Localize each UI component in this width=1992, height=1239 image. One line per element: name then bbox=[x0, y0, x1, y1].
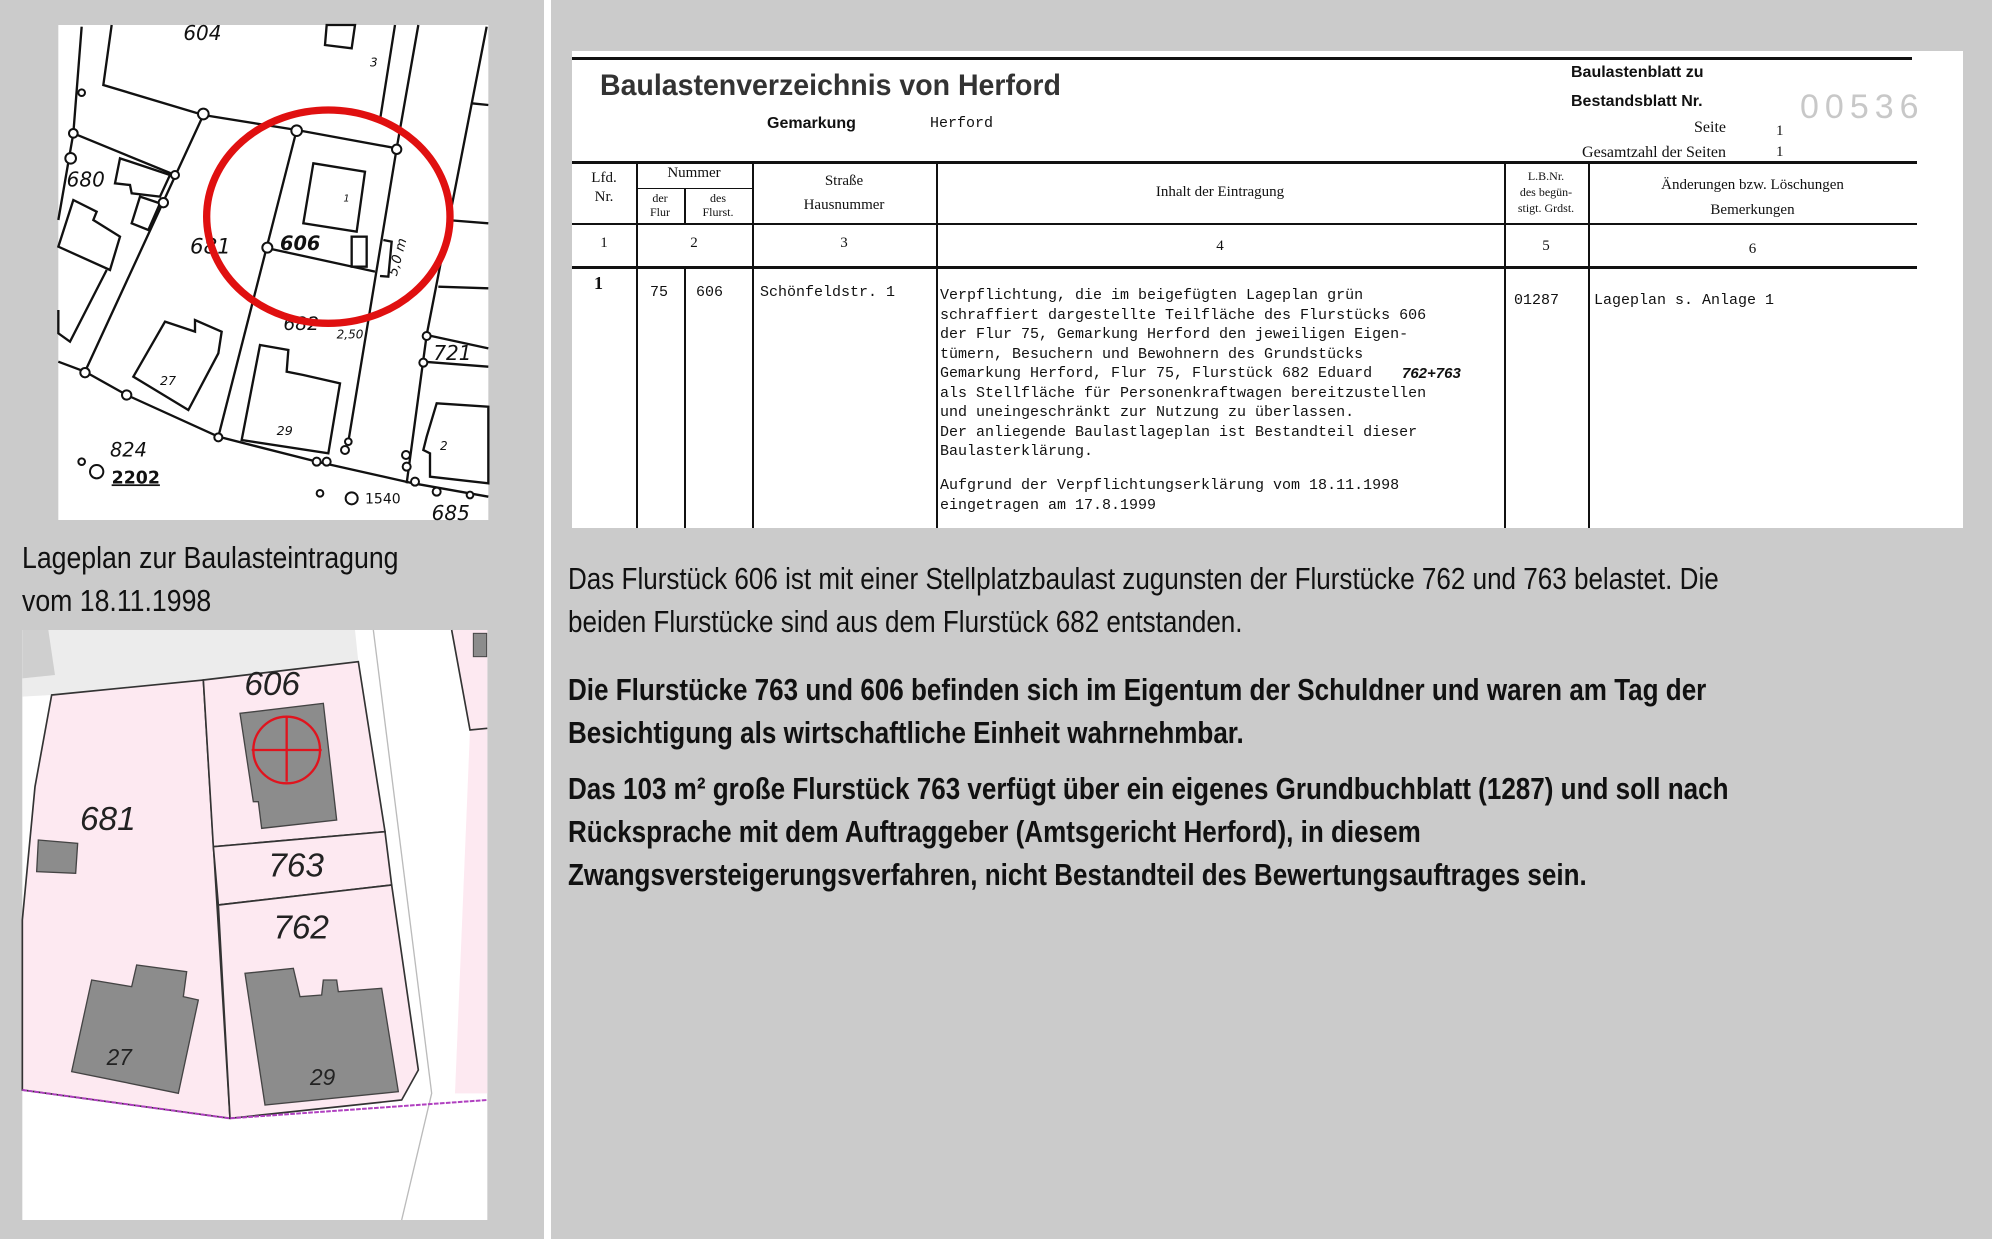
entry-note: Aufgrund der Verpflichtungserklärung vom 18.11.1998 eingetragen am 17.8.1999 bbox=[940, 477, 1400, 514]
map-label-1540: 1540 bbox=[365, 491, 401, 508]
map-label-604: 604 bbox=[183, 21, 222, 45]
house-number-29: 29 bbox=[310, 1064, 336, 1090]
baulast-site-plan-map bbox=[50, 20, 500, 530]
map-label-680: 680 bbox=[66, 167, 105, 192]
parcel-label-681: 681 bbox=[80, 801, 136, 838]
cadastral-map bbox=[15, 620, 495, 1230]
house-number-3: 3 bbox=[370, 55, 378, 70]
header-lbnr: L.B.Nr. des begün- stigt. Grdst. bbox=[1517, 169, 1575, 215]
map-label-606: 606 bbox=[280, 232, 321, 255]
entry-bemerkung: Lageplan s. Anlage 1 bbox=[1594, 292, 1775, 309]
dimension-label: 5,0 m bbox=[386, 236, 411, 278]
caption-line: Lageplan zur Baulasteintragung bbox=[22, 540, 399, 575]
parcel-label-763: 763 bbox=[268, 847, 324, 885]
panel-divider bbox=[544, 0, 551, 1239]
entry-flur: 75 bbox=[650, 284, 669, 301]
sheet-number-stamp: 00536 bbox=[1800, 88, 1925, 126]
entry-flurstueck: 606 bbox=[696, 284, 724, 301]
total-pages-label: Gesamtzahl der Seiten bbox=[1582, 144, 1726, 161]
col-number: 1 bbox=[600, 235, 608, 251]
map-label-682: 682 bbox=[283, 314, 319, 335]
register-title: Baulastenverzeichnis von Herford bbox=[600, 69, 1061, 102]
map-caption bbox=[22, 536, 398, 622]
header-lfd-nr: Lfd. Nr. bbox=[591, 170, 617, 205]
col-number: 2 bbox=[690, 235, 698, 251]
col-number: 5 bbox=[1542, 238, 1550, 254]
house-number-27: 27 bbox=[160, 373, 177, 388]
gemarkung-label: Gemarkung bbox=[767, 115, 856, 132]
handwritten-annotation: 762+763 bbox=[1402, 365, 1461, 382]
entry-inhalt: Verpflichtung, die im beigefügten Lageplan grün schraffiert dargestellte Teilfläche des Flurstücks 606 der Flur 75, Gemarkung Herford den jeweiligen Eigen- tümern, Besuchern und Bewohnern des Grundstücks Gemarkung Herford, Flur 75, Flurstück 682 Eduard als Stellfläche für Personenkraftwagen bereitzustellen und uneingeschränkt zur Nutzung zu überlassen. Der anliegende Baulastlageplan ist Bestandteil dieser Baulasterklärung. bbox=[940, 287, 1427, 460]
map-label-685: 685 bbox=[431, 501, 470, 525]
entry-lfd: 1 bbox=[594, 273, 603, 293]
col-number: 4 bbox=[1216, 238, 1224, 254]
house-number-29: 29 bbox=[276, 423, 293, 438]
caption-line: vom 18.11.1998 bbox=[22, 583, 212, 618]
house-number-27: 27 bbox=[106, 1044, 132, 1070]
page-value: 1 bbox=[1776, 123, 1784, 139]
house-number-2: 2 bbox=[440, 439, 448, 453]
dimension-label-2: 2,50 bbox=[336, 327, 364, 342]
crosshair-marker-icon bbox=[252, 717, 322, 784]
header-nummer: Nummer bbox=[667, 165, 721, 181]
house-number-1: 1 bbox=[343, 193, 350, 205]
header-strasse: Straße Hausnummer bbox=[803, 173, 885, 213]
gemarkung-value: Herford bbox=[930, 115, 994, 132]
header-inhalt: Inhalt der Eintragung bbox=[1155, 184, 1285, 200]
header-flur: der Flur bbox=[649, 191, 670, 219]
paragraph-baulast: Das Flurstück 606 ist mit einer Stellplatzbaulast zugunsten der Flurstücke 762 und 763 belastet. Die beiden Flurstücke sind aus dem Flurstück 682 entstanden. bbox=[568, 561, 1719, 639]
header-aenderungen: Änderungen bzw. Löschungen Bemerkungen bbox=[1661, 177, 1844, 218]
sheet-label: Baulastenblatt zu bbox=[1571, 64, 1704, 81]
parcel-label-762: 762 bbox=[273, 909, 329, 947]
parcel-label-606: 606 bbox=[244, 666, 300, 703]
map-label-721: 721 bbox=[433, 341, 472, 365]
baulast-register-scan bbox=[572, 51, 1963, 528]
paragraph-eigentum: Die Flurstücke 763 und 606 befinden sich im Eigentum der Schuldner und waren am Tag der Besichtigung als wirtschaftliche Einheit wahrnehmbar. bbox=[568, 672, 1707, 750]
col-number: 3 bbox=[840, 235, 848, 251]
page-label: Seite bbox=[1694, 119, 1726, 136]
map-label-824: 824 bbox=[110, 438, 147, 462]
map-label-2202: 2202 bbox=[111, 468, 160, 489]
total-pages-value: 1 bbox=[1776, 144, 1784, 160]
sheet-number-label: Bestandsblatt Nr. bbox=[1571, 93, 1703, 110]
map-label-681: 681 bbox=[190, 234, 231, 260]
col-number: 6 bbox=[1748, 241, 1757, 257]
header-flurstueck: des Flurst. bbox=[702, 191, 734, 219]
entry-lbnr: 01287 bbox=[1514, 292, 1560, 309]
entry-strasse: Schönfeldstr. 1 bbox=[760, 284, 896, 301]
paragraph-flurstueck-763: Das 103 m² große Flurstück 763 verfügt über ein eigenes Grundbuchblatt (1287) und soll nach Rücksprache mit dem Auftraggeber (Amtsgericht Herford), in diesem Zwangsversteigerungsverfahren, nicht Bestandteil des Bewertungsauftrages sein. bbox=[568, 771, 1729, 892]
